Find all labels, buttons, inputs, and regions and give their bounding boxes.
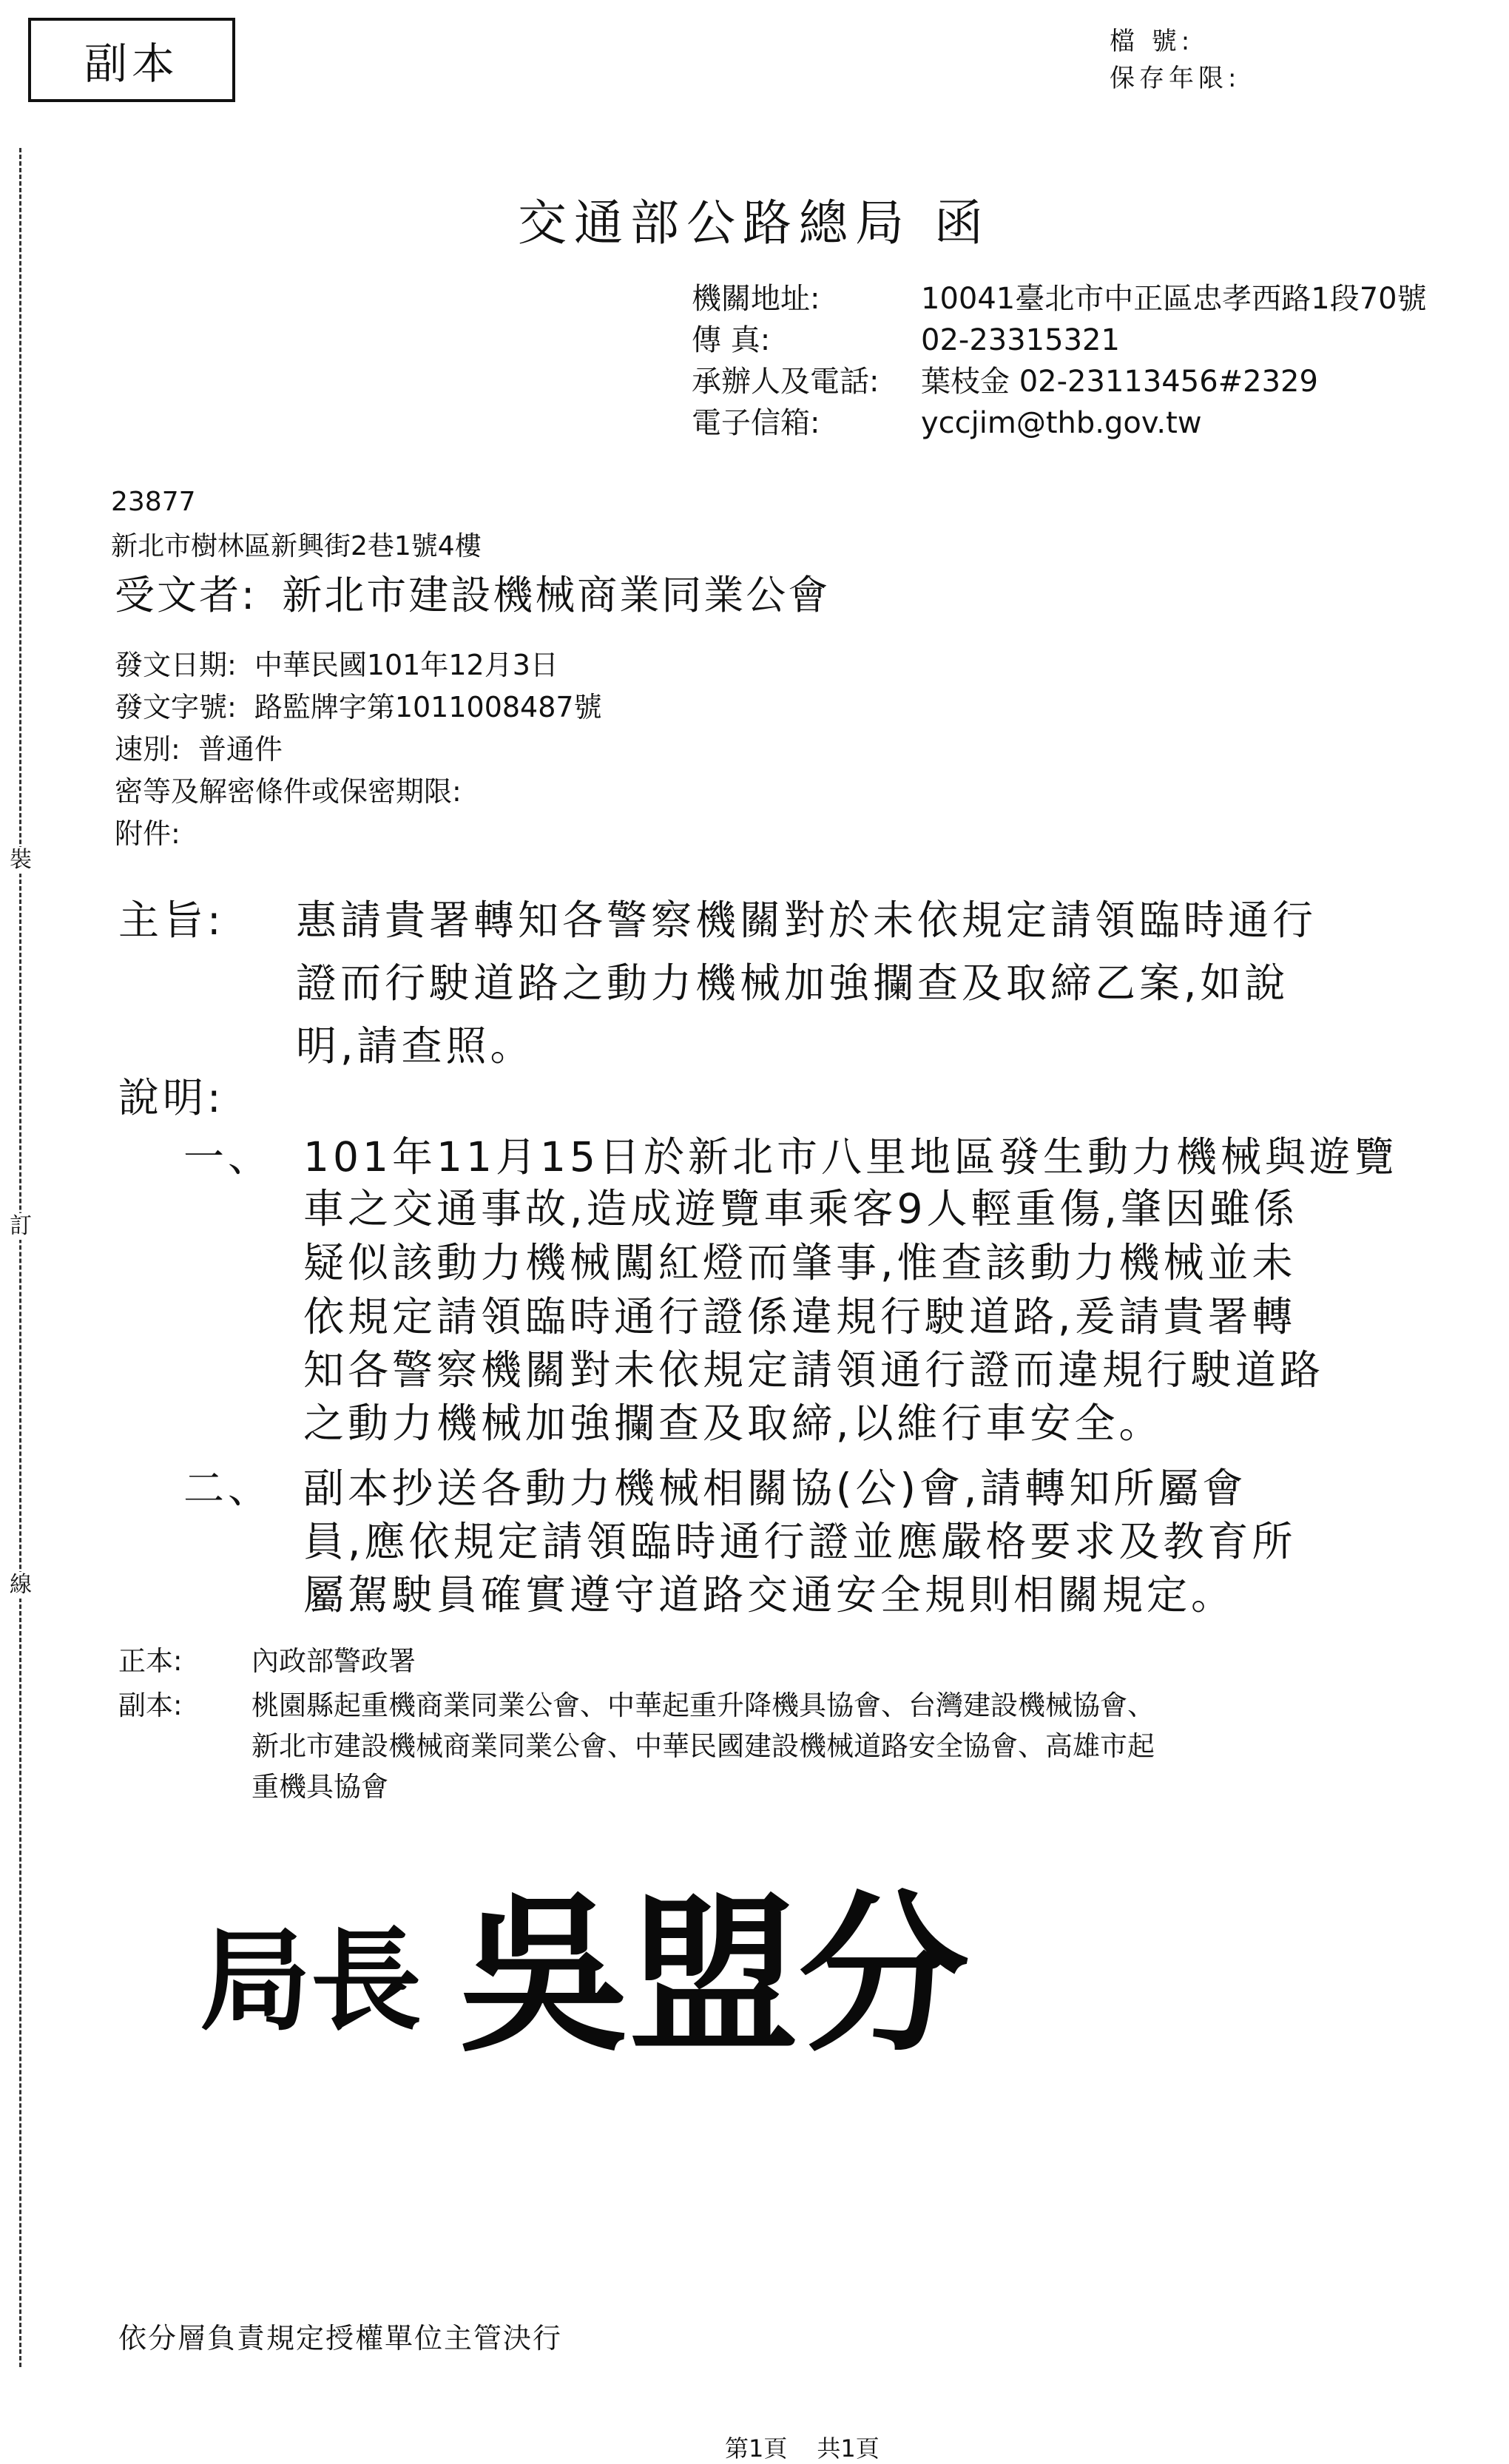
explanation-item-number: 一、 <box>183 1133 273 1181</box>
copy-recipients-line: 桃園縣起重機商業同業公會、中華起重升降機具協會、台灣建設機械協會、 <box>252 1690 1155 1721</box>
contact-handler-label: 承辦人及電話: <box>692 365 880 399</box>
explanation-line: 副本抄送各動力機械相關協(公)會,請轉知所屬會 <box>303 1465 1247 1512</box>
recipient <box>115 564 830 621</box>
delegation-note: 依分層負責規定授權單位主管決行 <box>118 2322 563 2355</box>
page-number <box>725 2430 880 2464</box>
document-number-value: 路監牌字第1011008487號 <box>254 691 602 723</box>
explanation-line: 101年11月15日於新北市八里地區發生動力機械與遊覽 <box>303 1133 1398 1181</box>
explanation-line: 依規定請領臨時通行證係違規行駛道路,爰請貴署轉 <box>303 1293 1297 1340</box>
delivery-speed <box>115 726 283 767</box>
contact-email-value: yccjim@thb.gov.tw <box>921 406 1202 440</box>
signature-image <box>185 1849 1110 2071</box>
subject-line: 明,請查照。 <box>296 1022 535 1070</box>
issue-date-value: 中華民國101年12月3日 <box>254 649 558 681</box>
retention-period-label: 保存年限: <box>1110 64 1241 93</box>
confidentiality-label: 密等及解密條件或保密期限: <box>115 775 462 808</box>
subject-label: 主旨: <box>118 897 225 944</box>
mailing-address: 新北市樹林區新興街2巷1號4樓 <box>111 531 482 561</box>
contact-address <box>692 275 1427 317</box>
agency-title: 交通部公路總局 函 <box>518 195 990 252</box>
mailing-postcode: 23877 <box>111 487 196 517</box>
document-number <box>115 684 602 725</box>
explanation-line: 屬駕駛員確實遵守道路交通安全規則相關規定。 <box>303 1571 1236 1619</box>
issue-date-label: 發文日期: <box>115 649 237 681</box>
copy-stamp: 副本 <box>28 18 235 102</box>
issue-date <box>115 642 558 683</box>
page-total: 共1頁 <box>817 2434 880 2463</box>
explanation-line: 知各警察機關對未依規定請領通行證而違規行駛道路 <box>303 1346 1325 1394</box>
contact-address-label: 機關地址: <box>692 282 820 316</box>
original-recipient-value: 內政部警政署 <box>252 1645 416 1677</box>
copy-recipients-line: 新北市建設機械商業同業公會、中華民國建設機械道路安全協會、高雄市起 <box>252 1730 1155 1762</box>
subject-line: 惠請貴署轉知各警察機關對於未依規定請領臨時通行 <box>296 897 1317 944</box>
signature-title-glyphs: 局長 <box>200 1916 422 2046</box>
copy-recipients-label: 副本: <box>118 1690 183 1721</box>
binding-margin-line <box>19 148 21 2367</box>
contact-email <box>692 399 1202 442</box>
recipient-value: 新北市建設機械商業同業公會 <box>282 572 831 618</box>
binding-mark-xian: 線 <box>7 1572 34 1599</box>
delivery-speed-label: 速別: <box>115 733 180 766</box>
delivery-speed-value: 普通件 <box>198 733 283 766</box>
explanation-line: 員,應依規定請領臨時通行證並應嚴格要求及教育所 <box>303 1518 1297 1565</box>
contact-address-value: 10041臺北市中正區忠孝西路1段70號 <box>921 282 1427 316</box>
document-number-label: 發文字號: <box>115 691 237 723</box>
signature-name-glyphs: 吳盟分 <box>459 1875 970 2071</box>
contact-fax-value: 02-23315321 <box>921 323 1120 357</box>
contact-handler-value: 葉枝金 02-23113456#2329 <box>921 365 1318 399</box>
binding-mark-zhuang: 裝 <box>7 847 34 874</box>
explanation-item-number: 二、 <box>183 1465 273 1512</box>
recipient-label: 受文者: <box>115 572 257 618</box>
explanation-line: 疑似該動力機械闖紅燈而肇事,惟查該動力機械並未 <box>303 1239 1297 1286</box>
contact-handler <box>692 358 1318 400</box>
copy-recipients-line: 重機具協會 <box>252 1771 388 1803</box>
contact-fax <box>692 317 1120 359</box>
page-current: 第1頁 <box>725 2434 788 2463</box>
original-recipient-label: 正本: <box>118 1645 183 1677</box>
file-number-label: 檔 號: <box>1110 27 1195 56</box>
binding-mark-ding: 訂 <box>7 1213 34 1240</box>
explanation-line: 之動力機械加強攔查及取締,以維行車安全。 <box>303 1400 1164 1447</box>
director-signature-stamp <box>185 1849 1110 2071</box>
subject-line: 證而行駛道路之動力機械加強攔查及取締乙案,如說 <box>296 959 1289 1007</box>
explanation-label: 說明: <box>118 1074 225 1121</box>
attachment-label: 附件: <box>115 817 180 850</box>
explanation-line: 車之交通事故,造成遊覽車乘客9人輕重傷,肇因雖係 <box>303 1185 1298 1232</box>
contact-fax-label: 傳 真: <box>692 323 771 357</box>
contact-email-label: 電子信箱: <box>692 406 820 440</box>
